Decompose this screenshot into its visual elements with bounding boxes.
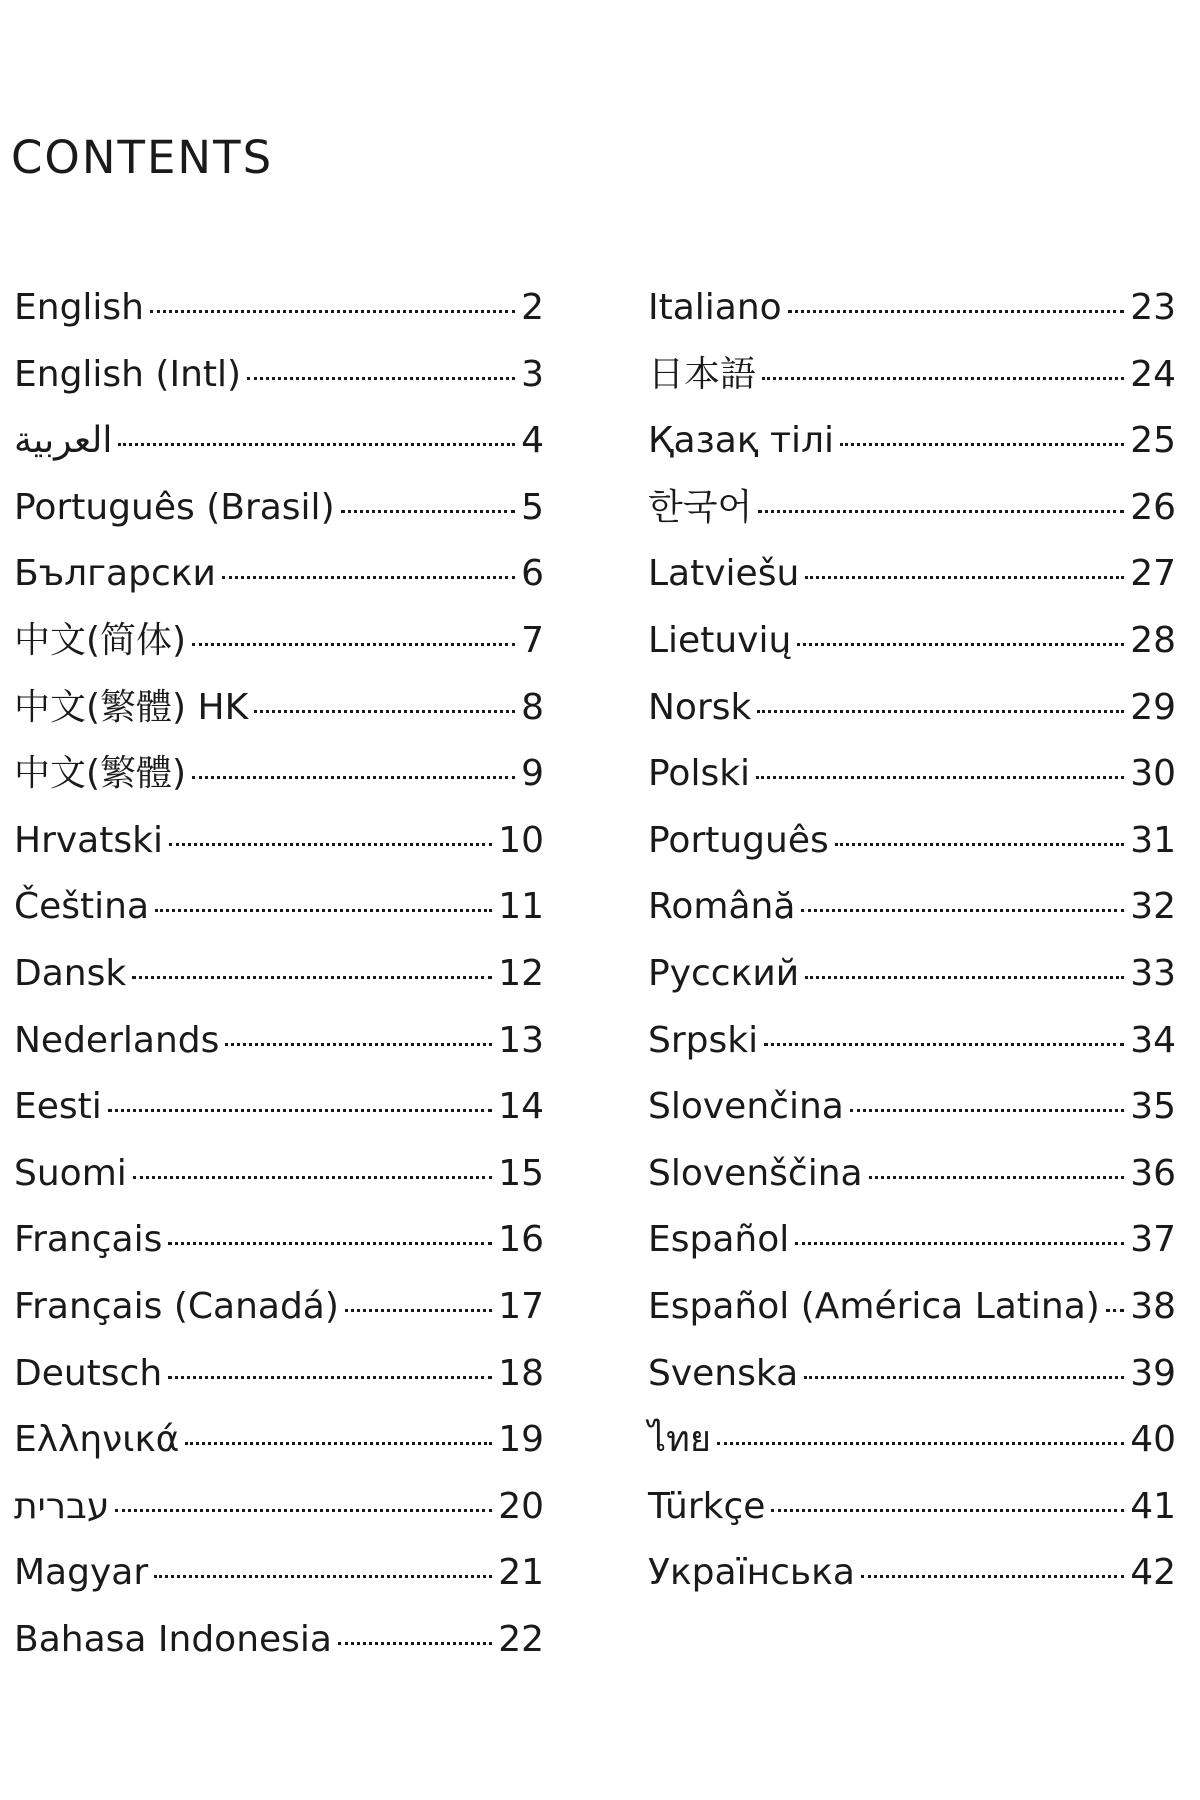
dot-leader [1106,1309,1124,1312]
dot-leader [758,510,1124,513]
toc-entry-label: Hrvatski [14,819,163,861]
toc-entry[interactable] [14,1274,544,1341]
toc-entry[interactable] [648,608,1176,675]
toc-entry-label: עברית [14,1485,110,1527]
dot-leader [115,1509,492,1512]
toc-entry-page-number: 39 [1130,1352,1176,1394]
toc-entry-page-number: 36 [1130,1152,1176,1194]
toc-entry-page-number: 19 [498,1419,544,1461]
toc-entry-label: Bahasa Indonesia [14,1618,332,1660]
toc-entry-label: Русский [648,952,800,994]
toc-entry[interactable] [14,1141,544,1208]
toc-entry-page-number: 22 [498,1618,544,1660]
toc-entry-page-number: 35 [1130,1086,1176,1128]
toc-entry[interactable] [648,1274,1176,1341]
toc-entry-label: Lietuvių [648,619,792,661]
toc-entry-label: Italiano [648,287,782,328]
dot-leader [133,1176,492,1179]
toc-entry-label: Čeština [14,886,150,928]
dot-leader [154,1575,492,1578]
toc-entry-page-number: 21 [498,1552,544,1594]
dot-leader [225,1043,492,1046]
toc-entry-page-number: 34 [1130,1019,1176,1061]
toc-entry-label: 中文(繁體) [14,753,187,795]
dot-leader [132,976,492,979]
page-title: CONTENTS [11,131,274,184]
toc-entry-label: Español (América Latina) [648,1285,1100,1327]
toc-entry[interactable] [648,475,1176,542]
toc-entry[interactable] [14,1407,544,1474]
dot-leader [805,576,1124,579]
dot-leader [717,1442,1124,1445]
toc-entry[interactable] [14,275,544,342]
toc-entry-page-number: 6 [521,553,544,595]
toc-entry[interactable] [14,475,544,542]
toc-entry[interactable] [14,1074,544,1141]
toc-entry-label: 日本語 [648,353,757,395]
toc-entry-label: Български [14,553,216,595]
toc-entry-page-number: 33 [1130,952,1176,994]
toc-entry-label: Magyar [14,1552,149,1594]
toc-entry-label: Slovenščina [648,1152,863,1194]
toc-entry-label: ไทย [648,1419,711,1461]
toc-entry-page-number: 26 [1130,486,1176,528]
dot-leader [835,843,1124,846]
toc-entry-label: Suomi [14,1152,127,1194]
toc-entry[interactable] [648,1207,1176,1274]
dot-leader [247,377,515,380]
toc-entry[interactable] [14,1474,544,1541]
toc-entry-page-number: 25 [1130,420,1176,462]
toc-entry-label: 中文(简体) [14,619,187,661]
dot-leader [805,976,1124,979]
toc-entry-page-number: 11 [498,886,544,928]
toc-entry-label: Français (Canadá) [14,1285,339,1327]
dot-leader [155,909,492,912]
toc-entry-page-number: 10 [498,819,544,861]
toc-entry-label: Deutsch [14,1352,163,1394]
dot-leader [795,1242,1124,1245]
toc-entry[interactable] [648,408,1176,475]
toc-entry-page-number: 18 [498,1352,544,1394]
toc-entry-page-number: 24 [1130,353,1176,395]
toc-entry-page-number: 3 [521,353,544,395]
toc-entry-label: Français [14,1219,163,1261]
toc-entry-label: Svenska [648,1352,799,1394]
dot-leader [118,443,515,446]
toc-entry[interactable] [648,1407,1176,1474]
toc-entry[interactable] [648,675,1176,742]
toc-entry-page-number: 13 [498,1019,544,1061]
toc-entry-label: Polski [648,753,751,795]
toc-entry[interactable] [648,1008,1176,1075]
toc-entry-page-number: 4 [521,420,544,462]
dot-leader [169,843,492,846]
dot-leader [150,310,515,313]
toc-entry-page-number: 2 [521,287,544,328]
toc-entry-label: Українська [648,1552,855,1594]
dot-leader [797,643,1124,646]
dot-leader [771,1509,1124,1512]
dot-leader [192,776,515,779]
toc-entry[interactable] [14,342,544,409]
toc-entry-page-number: 17 [498,1285,544,1327]
toc-left-column [14,275,544,1673]
toc-entry[interactable] [14,874,544,941]
toc-entry-page-number: 20 [498,1485,544,1527]
toc-entry-label: Português [648,819,829,861]
toc-entry[interactable] [14,1607,544,1674]
toc-entry[interactable] [14,941,544,1008]
toc-entry[interactable] [648,275,1176,342]
dot-leader [222,576,515,579]
toc-entry-page-number: 9 [521,753,544,795]
toc-entry[interactable] [14,541,544,608]
toc-entry[interactable] [648,808,1176,875]
toc-entry[interactable] [648,1074,1176,1141]
dot-leader [788,310,1124,313]
dot-leader [764,1043,1124,1046]
toc-entry-page-number: 27 [1130,553,1176,595]
dot-leader [869,1176,1125,1179]
toc-entry-label: Latviešu [648,553,800,595]
toc-entry[interactable] [14,1207,544,1274]
toc-entry-label: Español [648,1219,790,1261]
toc-entry-label: Slovenčina [648,1086,844,1128]
toc-entry[interactable] [14,608,544,675]
toc-entry[interactable] [648,874,1176,941]
toc-right-column [648,275,1176,1607]
toc-entry-label: Română [648,886,796,928]
toc-entry-page-number: 23 [1130,287,1176,328]
toc-entry-page-number: 32 [1130,886,1176,928]
toc-entry[interactable] [14,1341,544,1408]
dot-leader [345,1309,492,1312]
toc-entry-label: Nederlands [14,1019,220,1061]
toc-entry[interactable] [14,675,544,742]
toc-entry[interactable] [14,1008,544,1075]
toc-entry-page-number: 7 [521,619,544,661]
toc-entry[interactable] [648,1540,1176,1607]
toc-entry-label: English [14,287,144,328]
toc-entry-page-number: 8 [521,686,544,728]
dot-leader [762,377,1124,380]
dot-leader [108,1109,492,1112]
toc-entry-label: Ελληνικά [14,1419,180,1461]
dot-leader [801,909,1124,912]
toc-entry-label: Norsk [648,686,752,728]
dot-leader [192,643,515,646]
toc-entry-page-number: 28 [1130,619,1176,661]
toc-entry-page-number: 12 [498,952,544,994]
dot-leader [861,1575,1124,1578]
dot-leader [804,1376,1124,1379]
dot-leader [185,1442,492,1445]
toc-entry[interactable] [648,941,1176,1008]
dot-leader [338,1642,492,1645]
toc-entry-page-number: 40 [1130,1419,1176,1461]
toc-entry-page-number: 5 [521,486,544,528]
toc-entry[interactable] [648,741,1176,808]
toc-entry[interactable] [648,541,1176,608]
toc-entry-label: Dansk [14,952,127,994]
dot-leader [840,443,1124,446]
toc-entry[interactable] [648,1341,1176,1408]
toc-entry-label: Türkçe [648,1485,766,1527]
dot-leader [850,1109,1124,1112]
toc-entry-page-number: 37 [1130,1219,1176,1261]
toc-entry[interactable] [648,342,1176,409]
dot-leader [168,1242,492,1245]
toc-entry[interactable] [648,1474,1176,1541]
toc-entry-label: English (Intl) [14,353,242,395]
dot-leader [756,776,1124,779]
toc-entry-label: العربية [14,420,113,462]
toc-entry-label: 한국어 [648,486,753,528]
toc-entry-page-number: 41 [1130,1485,1176,1527]
toc-entry-page-number: 14 [498,1086,544,1128]
toc-entry[interactable] [648,1141,1176,1208]
toc-entry[interactable] [14,1540,544,1607]
toc-entry-label: Srpski [648,1019,759,1061]
toc-entry-page-number: 31 [1130,819,1176,861]
dot-leader [168,1376,492,1379]
toc-entry-page-number: 16 [498,1219,544,1261]
toc-entry-page-number: 42 [1130,1552,1176,1594]
toc-entry-label: 中文(繁體) HK [14,686,249,728]
toc-entry[interactable] [14,408,544,475]
toc-entry-label: Қазақ тілі [648,420,834,462]
toc-entry[interactable] [14,808,544,875]
toc-entry-label: Eesti [14,1086,102,1128]
toc-entry-page-number: 15 [498,1152,544,1194]
toc-entry-page-number: 29 [1130,686,1176,728]
toc-entry-label: Português (Brasil) [14,486,335,528]
dot-leader [254,710,515,713]
toc-entry-page-number: 38 [1130,1285,1176,1327]
dot-leader [341,510,515,513]
toc-entry-page-number: 30 [1130,753,1176,795]
toc-entry[interactable] [14,741,544,808]
dot-leader [757,710,1124,713]
